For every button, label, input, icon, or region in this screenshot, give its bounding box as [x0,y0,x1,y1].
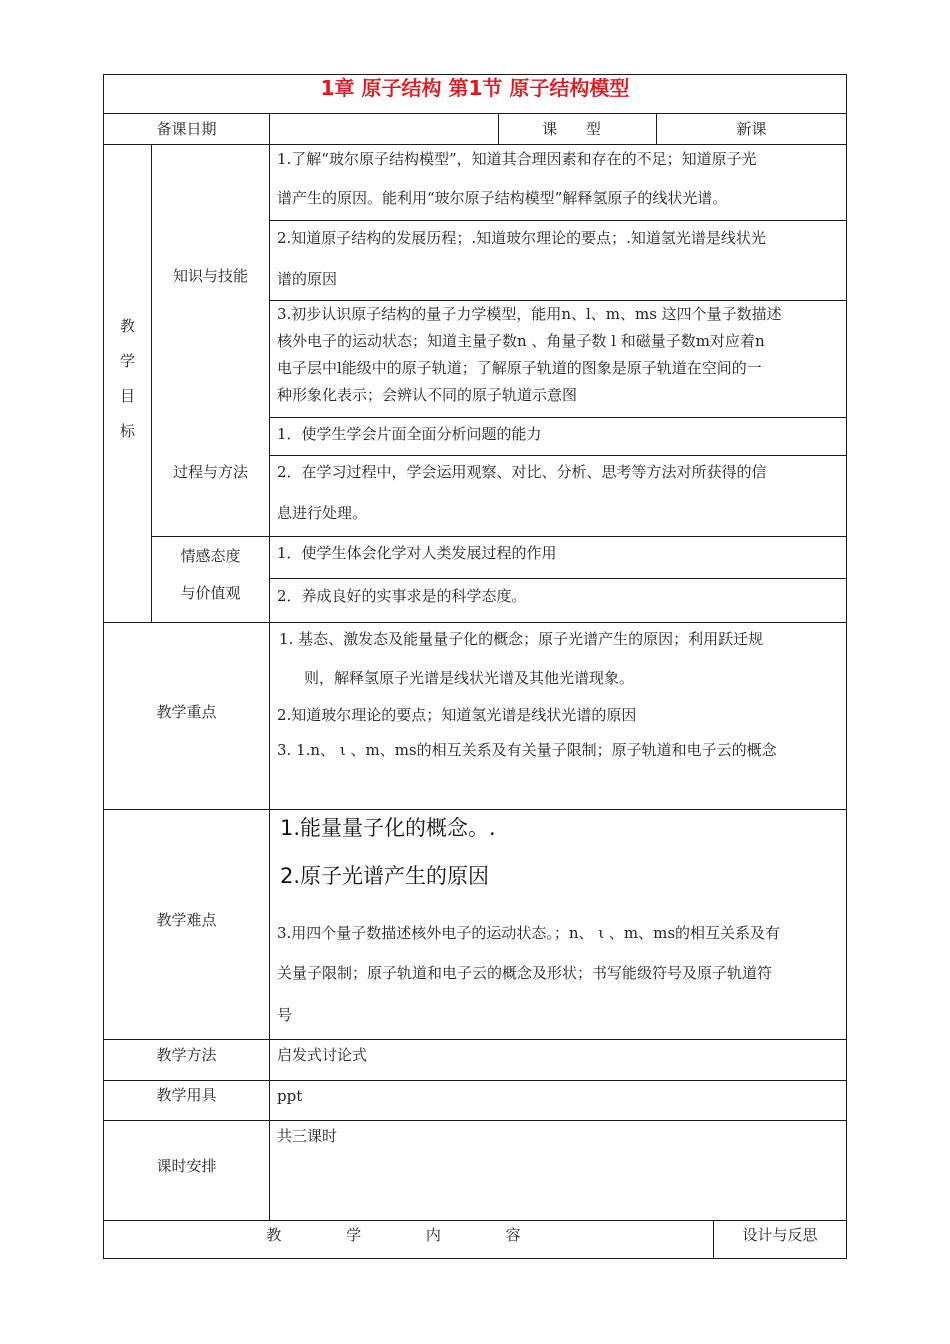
key-points-label: 教学重点 [156,703,217,721]
table-border-bottom [103,1258,847,1259]
objective-text: 谱的原因 [277,270,338,288]
objective-text: 核外电子的运动状态；知道主量子数n 、角量子数 l 和磁量子数m对应着n [277,332,765,350]
row-divider [103,809,847,810]
row-divider [103,1080,847,1081]
objective-text: 谱产生的原因。能利用“玻尔原子结构模型”解释氢原子的线状光谱。 [277,189,728,207]
page-title: 1章 原子结构 第1节 原子结构模型 [320,76,630,100]
attitude-values-label: 与价值观 [180,584,241,602]
design-reflection-label: 设计与反思 [742,1226,818,1244]
schedule-label: 课时安排 [156,1157,217,1175]
difficulty-pasted-text: 2.原子光谱产生的原因 [280,864,490,888]
col-divider [269,622,270,1220]
objective-text: 1．使学生学会片面全面分析问题的能力 [277,425,542,443]
difficulty-text: 3.用四个量子数描述核外电子的运动状态。；n、 ι 、m、ms的相互关系及有 [277,924,781,942]
difficulties-label: 教学难点 [156,911,217,929]
process-methods-label: 过程与方法 [172,463,248,481]
row-divider [103,1220,847,1221]
table-border-left [103,74,104,1259]
objective-text: 2．养成良好的实事求是的科学态度。 [277,587,527,605]
teaching-tools-value: ppt [277,1087,303,1105]
teaching-content-label: 教 学 内 容 [266,1226,551,1244]
difficulty-text: 关量子限制；原子轨道和电子云的概念及形状；书写能级符号及原子轨道符 [277,964,773,982]
knowledge-skills-label: 知识与技能 [172,267,248,285]
row-divider [269,417,847,418]
key-point-text: 1. 基态、激发态及能量量子化的概念；原子光谱产生的原因；利用跃迁规 [279,630,764,648]
row-divider [269,300,847,301]
difficulty-text: 号 [277,1006,293,1024]
row-divider [103,622,847,623]
row-divider [269,455,847,456]
objective-text: 2.知道原子结构的发展历程；.知道玻尔理论的要点；.知道氢光谱是线状光 [277,229,766,247]
key-point-text: 3. 1.n、 ι 、m、ms的相互关系及有关量子限制；原子轨道和电子云的概念 [277,741,777,759]
row-divider [103,113,847,114]
objectives-label-char: 标 [119,422,135,440]
objective-text: 3.初步认识原子结构的量子力学模型，能用n、l、m、ms 这四个量子数描述 [277,305,782,323]
lesson-type-label: 课 型 [542,120,613,138]
objectives-label-char: 目 [119,387,135,405]
objective-text: 种形象化表示；会辨认不同的原子轨道示意图 [277,386,578,404]
objectives-label-char: 教 [119,317,135,335]
row-divider [151,536,847,537]
objective-text: 2．在学习过程中，学会运用观察、对比、分析、思考等方法对所获得的信 [277,463,767,481]
teaching-tools-label: 教学用具 [156,1086,217,1104]
teaching-method-value: 启发式讨论式 [277,1046,368,1064]
row-divider [103,144,847,145]
objective-text: 电子层中l能级中的原子轨道；了解原子轨道的图象是原子轨道在空间的一 [277,359,762,377]
col-divider [269,113,270,144]
row-divider [269,578,847,579]
table-border-right [846,74,847,1259]
attitude-values-label: 情感态度 [180,547,241,565]
difficulty-pasted-text: 1.能量量子化的概念。. [280,816,496,840]
key-point-text: 则，解释氢原子光谱是线状光谱及其他光谱现象。 [304,669,635,687]
objective-text: 息进行处理。 [277,504,368,522]
objective-text: 1．使学生体会化学对人类发展过程的作用 [277,544,557,562]
prep-date-label: 备课日期 [156,120,217,138]
lesson-type-value: 新课 [736,120,767,138]
table-border-top [103,74,847,75]
objective-text: 1.了解“玻尔原子结构模型”，知道其合理因素和存在的不足；知道原子光 [277,150,757,168]
row-divider [103,1120,847,1121]
col-divider [269,144,270,622]
row-divider [269,220,847,221]
teaching-method-label: 教学方法 [156,1046,217,1064]
schedule-value: 共三课时 [277,1127,338,1145]
objectives-label-char: 学 [119,352,135,370]
key-point-text: 2.知道玻尔理论的要点；知道氢光谱是线状光谱的原因 [277,706,637,724]
row-divider [103,1039,847,1040]
